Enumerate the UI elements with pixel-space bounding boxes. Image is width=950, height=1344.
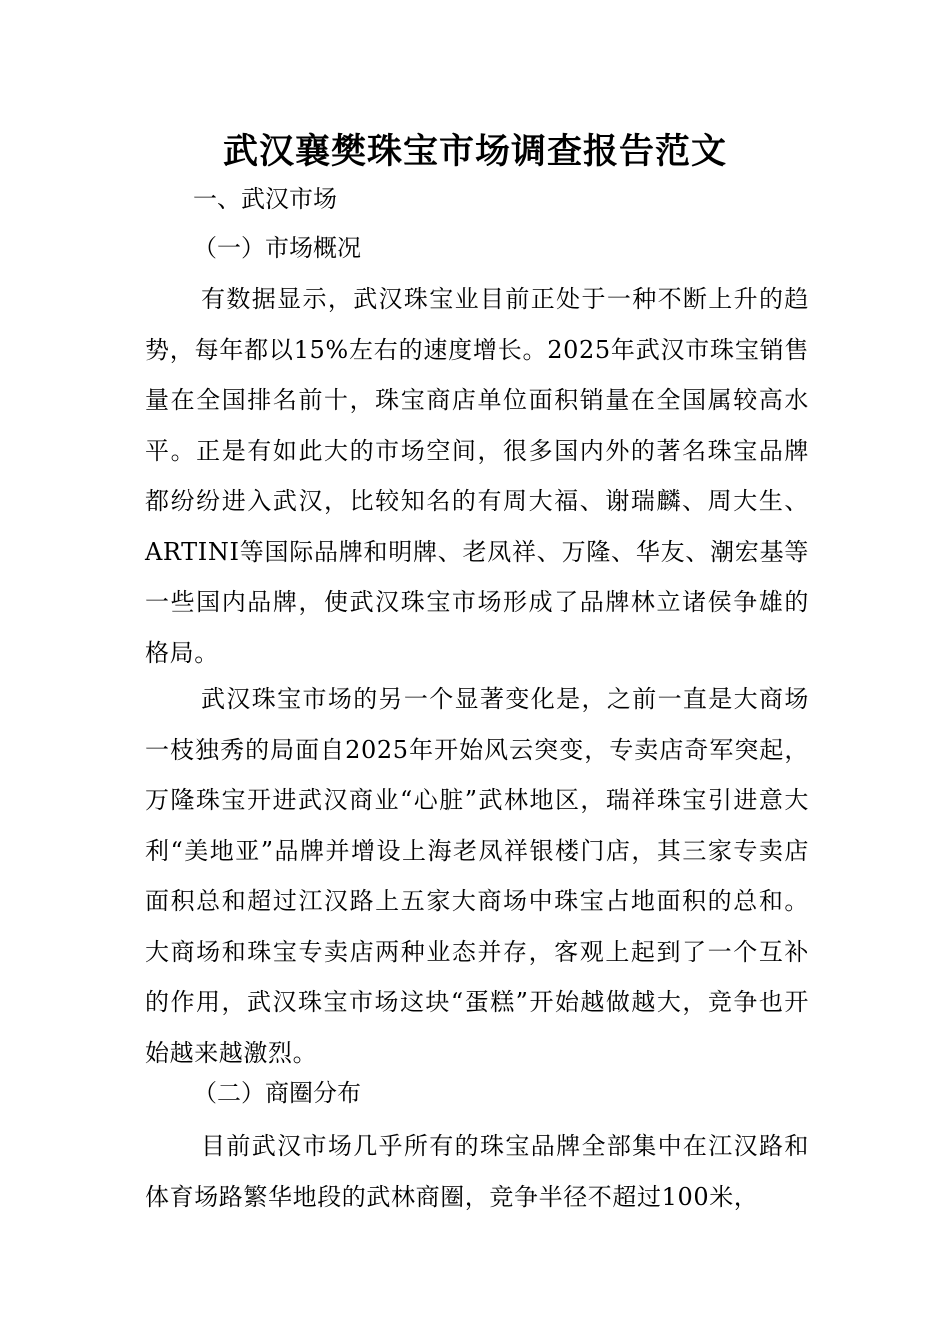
paragraph-market-change: 武汉珠宝市场的另一个显著变化是，之前一直是大商场一枝独秀的局面自2025年开始风云突变，专卖店奇军突起，万隆珠宝开进武汉商业“心脏”武林地区，瑞祥珠宝引进意大利“美地亚”品牌并增设上海老凤祥银楼门店，其三家专卖店面积总和超过江汉路上五家大商场中珠宝占地面积的总和。大商场和珠宝专卖店两种业态并存，客观上起到了一个互补的作用，武汉珠宝市场这块“蛋糕”开始越做越大，竞争也开始越来越激烈。 <box>145 685 809 1067</box>
document-title: 武汉襄樊珠宝市场调查报告范文 <box>222 132 727 172</box>
subsection-heading-market-overview: （一）市场概况 <box>193 234 361 262</box>
paragraph-business-district: 目前武汉市场几乎所有的珠宝品牌全部集中在江汉路和体育场路繁华地段的武林商圈，竞争半径不超过100米， <box>145 1132 809 1211</box>
paragraph-market-overview: 有数据显示，武汉珠宝业目前正处于一种不断上升的趋势，每年都以15%左右的速度增长。2025年武汉市珠宝销售量在全国排名前十，珠宝商店单位面积销量在全国属较高水平。正是有如此大的市场空间，很多国内外的著名珠宝品牌都纷纷进入武汉，比较知名的有周大福、谢瑞麟、周大生、ARTINI等国际品牌和明牌、老凤祥、万隆、华友、潮宏基等一些国内品牌，使武汉珠宝市场形成了品牌林立诸侯争雄的格局。 <box>145 285 809 667</box>
subsection-heading-business-district: （二）商圈分布 <box>193 1079 361 1107</box>
section-heading-wuhan-market: 一、武汉市场 <box>193 185 337 213</box>
